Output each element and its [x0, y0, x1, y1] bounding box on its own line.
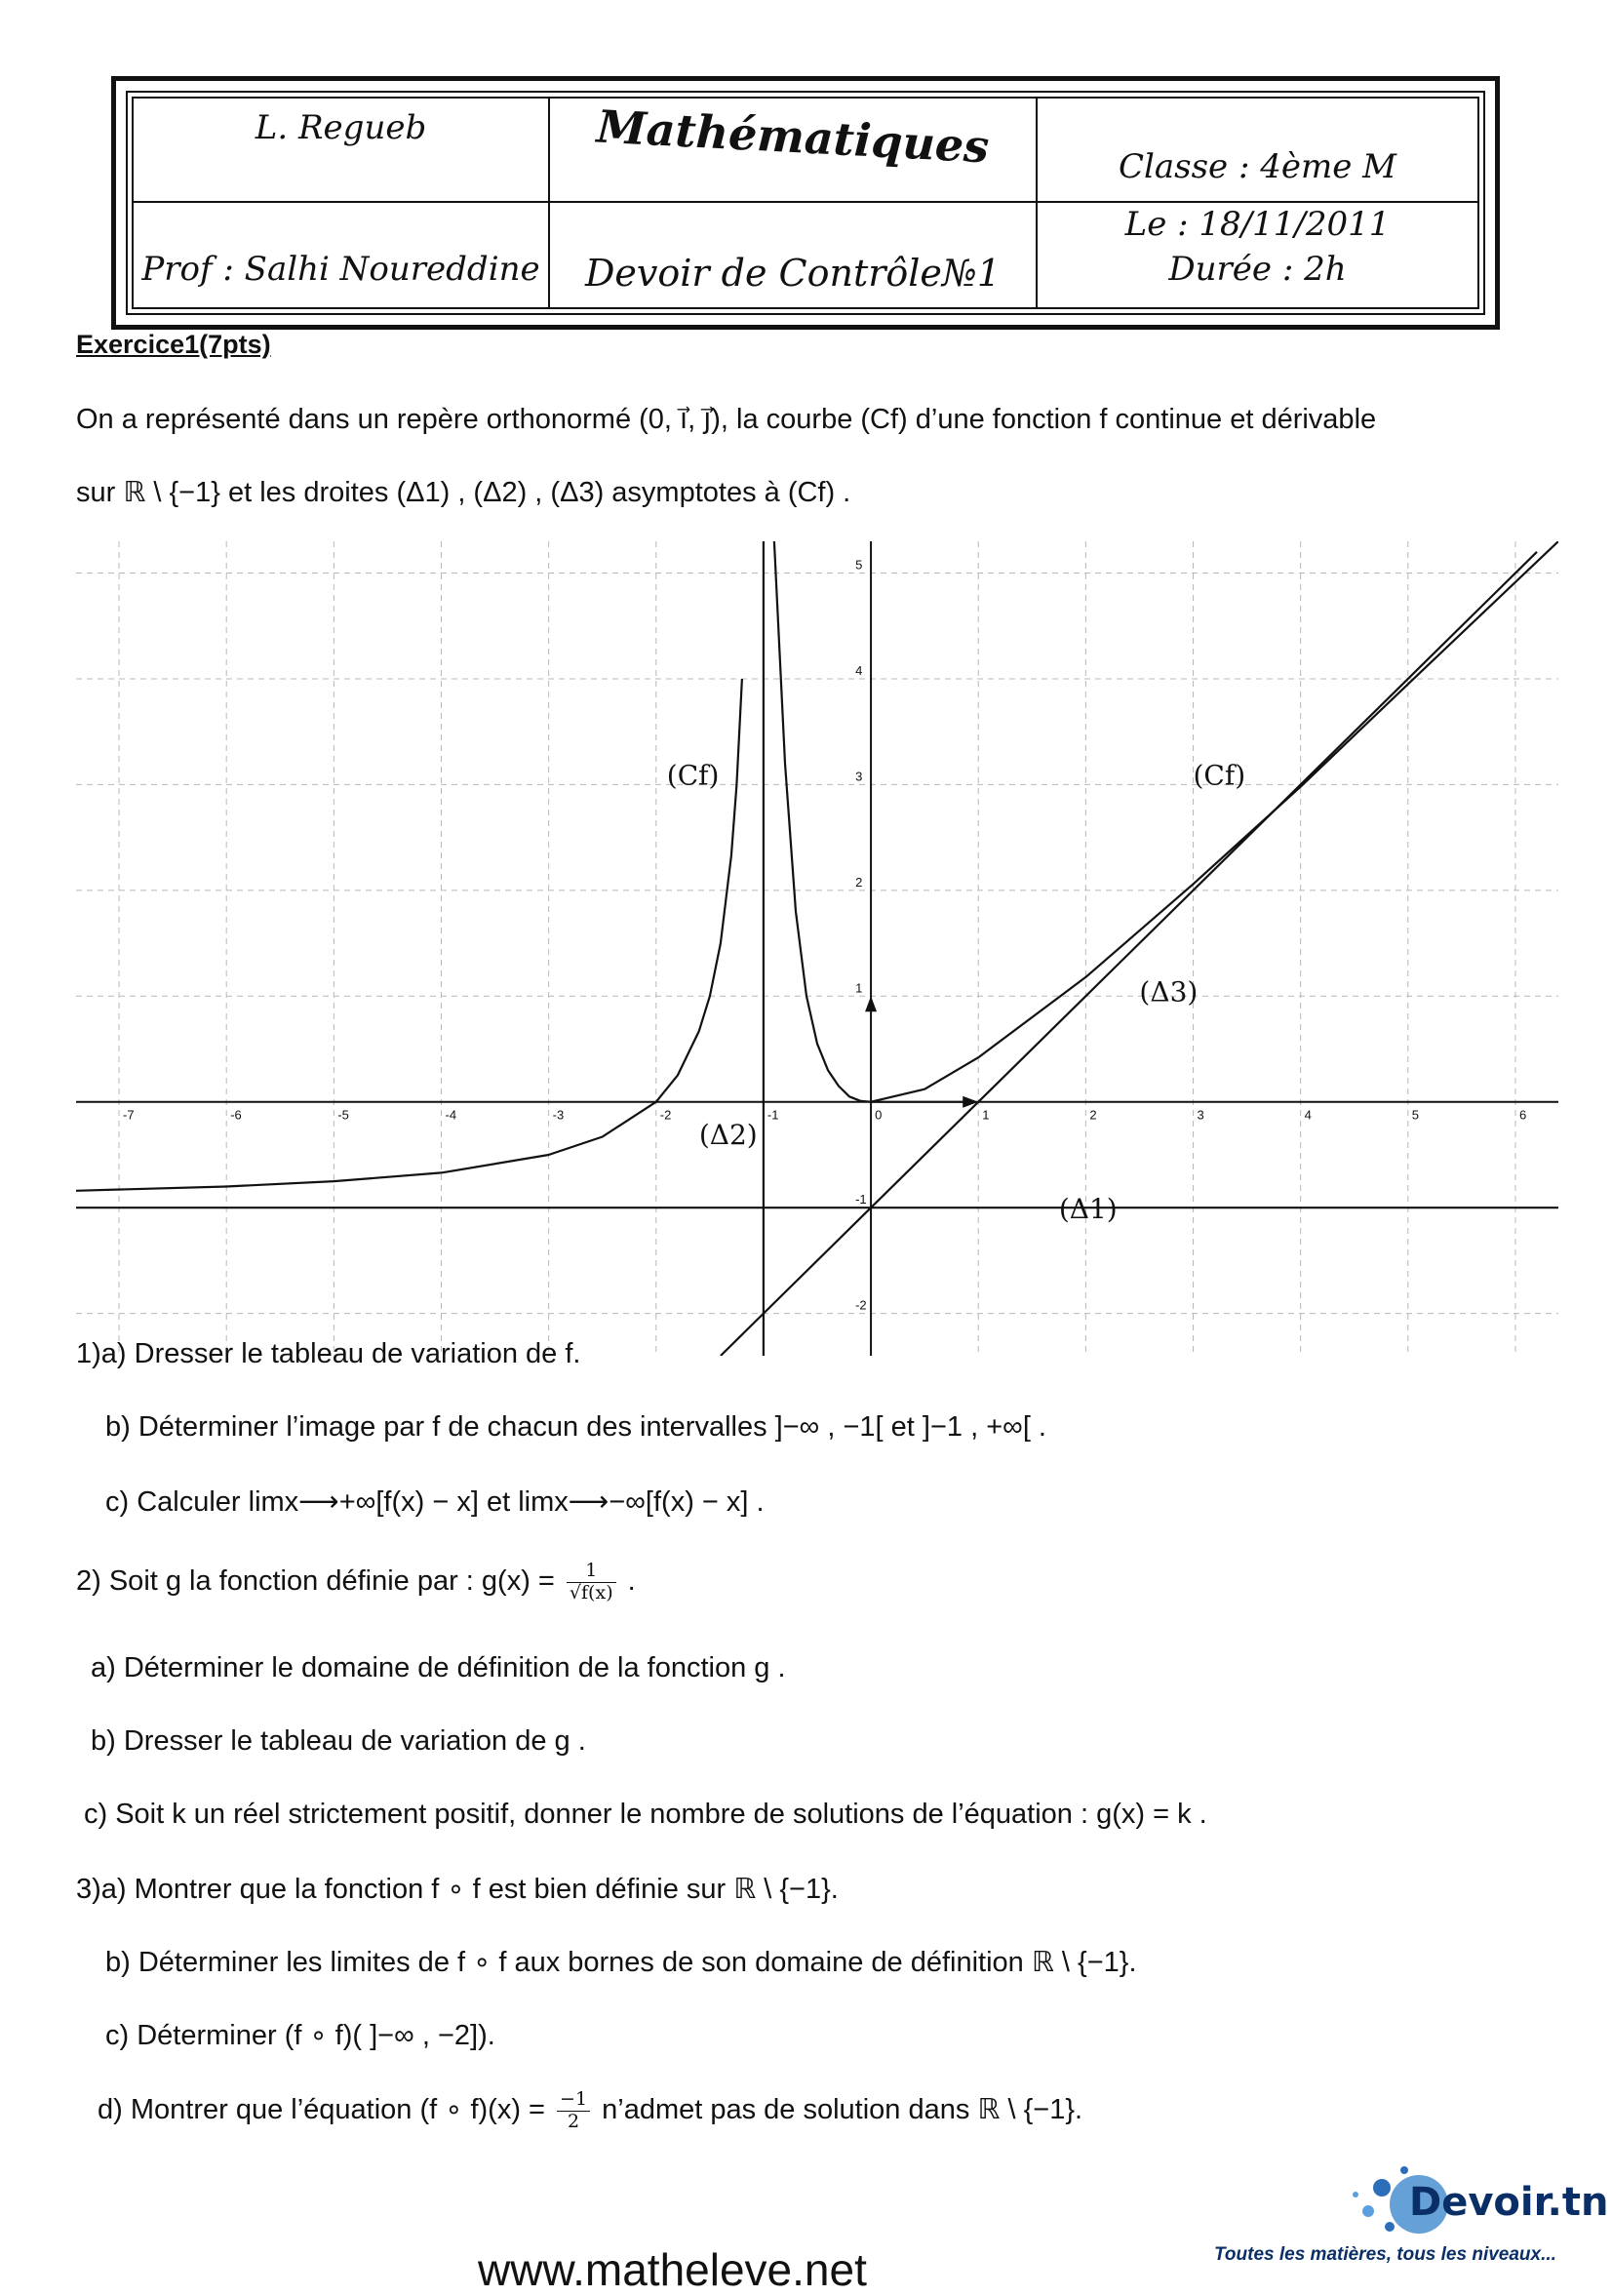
y-tick-label: 2 [855, 874, 863, 890]
fraction-numerator: −1 [557, 2089, 590, 2112]
professor-name: Prof : Salhi Noureddine [141, 250, 540, 289]
x-tick-label: 0 [875, 1107, 883, 1123]
graph-annotation: (Δ2) [698, 1119, 758, 1152]
unit-vector-i-arrow [963, 1096, 978, 1108]
series-line [774, 541, 1558, 1102]
x-tick-label: 5 [1411, 1107, 1420, 1123]
logo-tagline: Toutes les matières, tous les niveaux... [1214, 2244, 1556, 2265]
unit-vector-j-arrow [865, 996, 877, 1011]
header-exam-cell [550, 203, 1038, 307]
x-tick-label: 4 [1304, 1107, 1312, 1123]
series-line [76, 679, 742, 1191]
x-tick-label: -6 [230, 1107, 242, 1123]
question-3b: b) Déterminer les limites de f ∘ f aux bornes de son domaine de définition ℝ \ {−1}. [105, 1947, 1137, 1978]
subject-title: Mathématiques [595, 99, 991, 174]
exercise-title: Exercice1(7pts) [76, 330, 271, 359]
question-3d-fraction [557, 2089, 590, 2133]
y-tick-label: 5 [855, 557, 863, 573]
header-professor-cell [134, 203, 550, 307]
class-label: Classe : 4ème M [1119, 147, 1396, 186]
graph-annotations [667, 759, 1245, 1225]
x-tick-label: 3 [1197, 1107, 1204, 1123]
question-1b: b) Déterminer l’image par f de chacun des intervalles ]−∞ , −1[ et ]−1 , +∞[ . [105, 1411, 1046, 1443]
fraction-denominator: 2 [568, 2110, 580, 2132]
header-frame [111, 76, 1500, 330]
question-2-fraction [567, 1561, 616, 1604]
function-graph [76, 541, 1558, 1356]
question-3d-suffix: n’admet pas de solution dans ℝ \ {−1}. [602, 2094, 1083, 2125]
header-date-cell [1038, 203, 1477, 307]
graph-annotation: (Cf) [1193, 759, 1246, 792]
y-tick-label: 3 [855, 769, 863, 784]
exercise-intro-line-2: sur ℝ \ {−1} et les droites (Δ1) , (Δ2) , (Δ3) asymptotes à (Cf) . [76, 477, 851, 508]
x-tick-label: -2 [659, 1107, 672, 1123]
exam-title: Devoir de Contrôle№1 [584, 252, 1002, 295]
y-tick-label: 4 [855, 662, 863, 678]
question-3d [98, 2089, 1082, 2133]
question-2-suffix: . [627, 1565, 636, 1597]
x-tick-label: -4 [445, 1107, 457, 1123]
question-2a: a) Déterminer le domaine de définition de la fonction g . [91, 1652, 786, 1683]
header-author-cell [134, 99, 550, 203]
exam-date: Le : 18/11/2011 [1124, 205, 1391, 244]
y-tick-label: -2 [855, 1297, 867, 1313]
x-tick-label: 2 [1089, 1107, 1097, 1123]
exercise-intro-line-1: On a représenté dans un repère orthonormé (0, i⃗, j⃗), la courbe (Cf) d’une fonction f continue et dérivable [76, 404, 1377, 435]
question-3a: 3)a) Montrer que la fonction f ∘ f est bien définie sur ℝ \ {−1}. [76, 1874, 839, 1905]
author-name: L. Regueb [255, 108, 427, 147]
graph-axes [76, 541, 1558, 1356]
question-2-prefix: 2) Soit g la fonction définie par : g(x) = [76, 1565, 555, 1597]
graph-annotation: (Cf) [666, 759, 720, 792]
y-tick-label: -1 [855, 1192, 867, 1207]
x-tick-label: -3 [552, 1107, 565, 1123]
devoir-tn-logo [1214, 2151, 1609, 2281]
graph-annotation: (Δ3) [1139, 975, 1199, 1009]
series-line [721, 552, 1537, 1356]
header-class-cell [1038, 99, 1477, 203]
graph-grid [76, 541, 1558, 1356]
footer-url[interactable]: www.matheleve.net [478, 2244, 867, 2295]
x-tick-label: -5 [337, 1107, 349, 1123]
fraction-denominator: √f(x) [569, 1581, 613, 1603]
header-subject-cell [550, 99, 1038, 203]
header-grid [132, 97, 1479, 309]
x-tick-label: 1 [982, 1107, 990, 1123]
question-1c: c) Calculer limx⟶+∞[f(x) − x] et limx⟶−∞[f(x) − x] . [105, 1486, 765, 1518]
x-tick-label: -1 [767, 1107, 779, 1123]
question-2 [76, 1561, 636, 1604]
question-2c: c) Soit k un réel strictement positif, donner le nombre de solutions de l’équation : g(x) = k . [84, 1799, 1207, 1830]
x-tick-label: -7 [123, 1107, 135, 1123]
y-tick-label: 1 [855, 980, 863, 996]
fraction-numerator: 1 [567, 1561, 616, 1583]
exam-duration: Durée : 2h [1168, 250, 1347, 289]
logo-text: Devoir.tn [1409, 2180, 1609, 2225]
x-tick-label: 6 [1518, 1107, 1527, 1123]
graph-annotation: (Δ1) [1058, 1193, 1118, 1226]
question-2b: b) Dresser le tableau de variation de g . [91, 1725, 586, 1757]
question-3d-prefix: d) Montrer que l’équation (f ∘ f)(x) = [98, 2094, 545, 2125]
question-1a: 1)a) Dresser le tableau de variation de f. [76, 1338, 581, 1369]
graph-series [76, 541, 1558, 1356]
question-3c: c) Déterminer (f ∘ f)( ]−∞ , −2]). [105, 2020, 495, 2051]
